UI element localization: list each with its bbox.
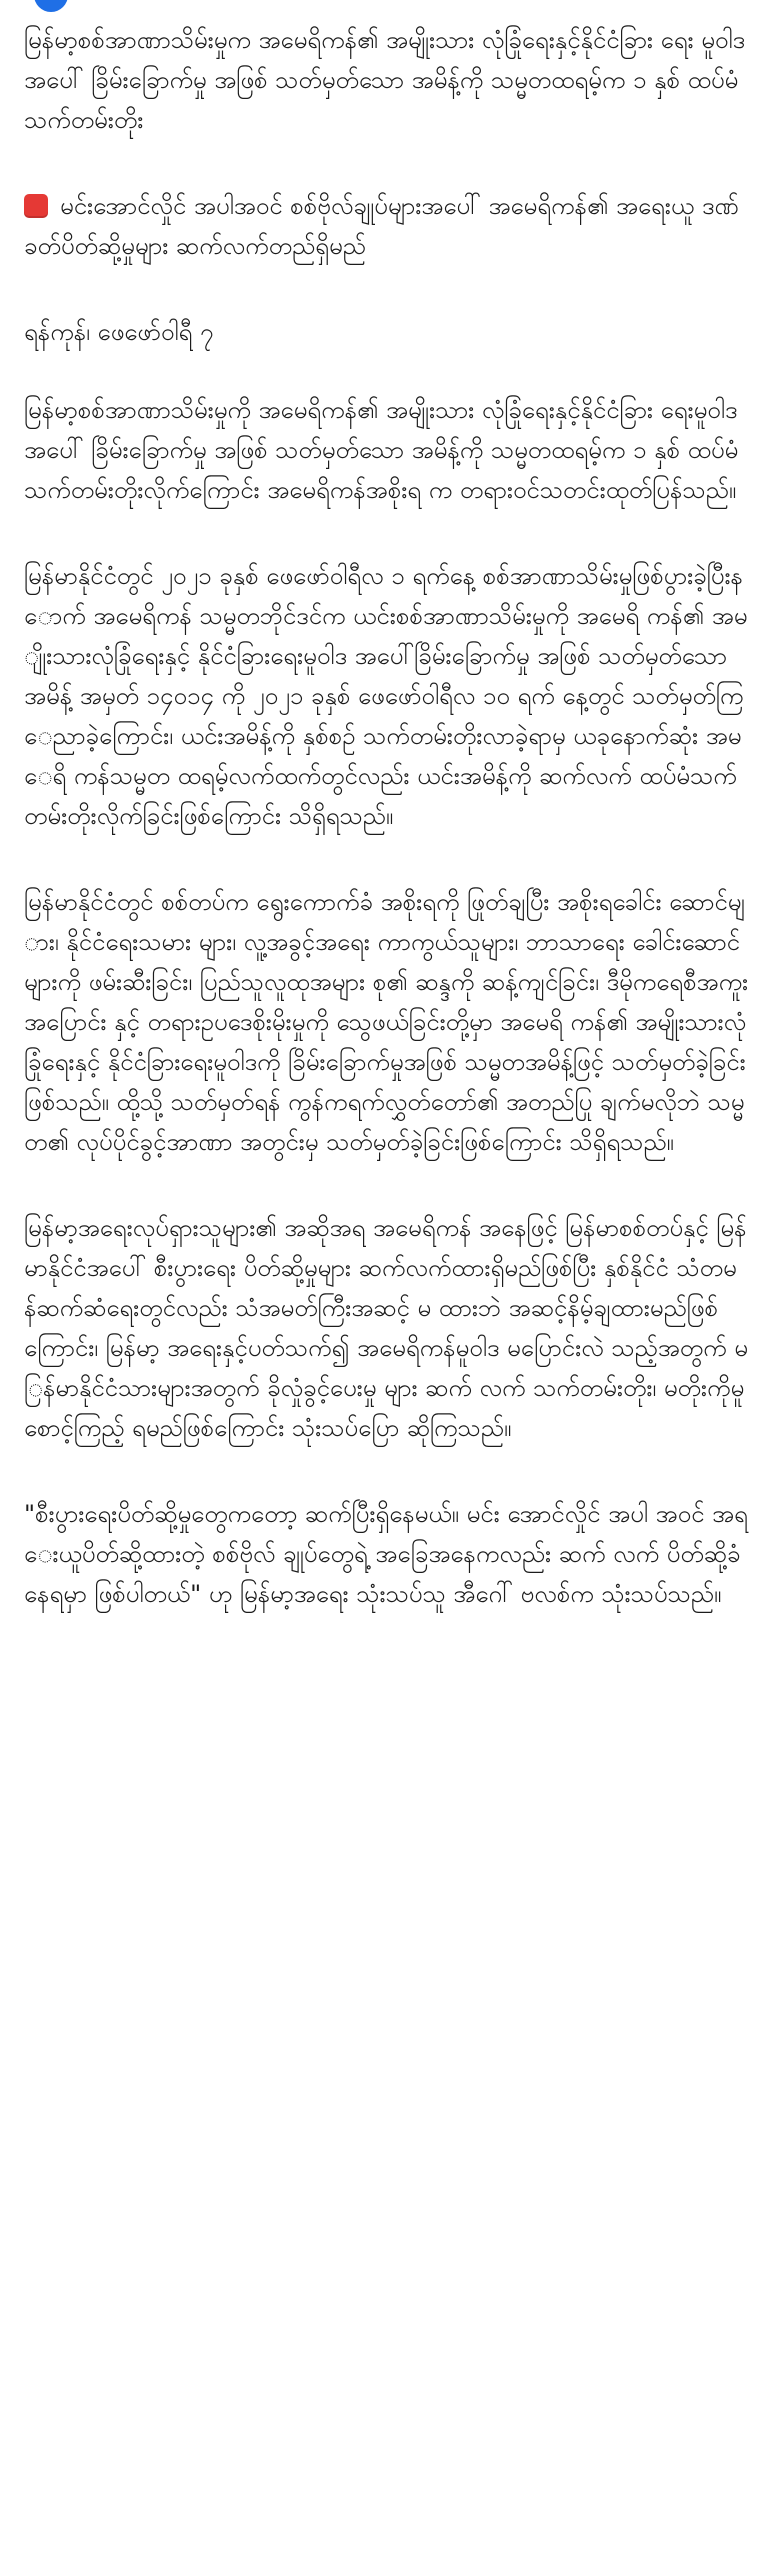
- post-paragraph: "စီးပွားရေးပိတ်ဆို့မှုတွေကတော့ ဆက်ပြီးရှိနေမယ်။ မင်း အောင်လှိုင် အပါ အဝင် အရေးယူပိတ်ဆို့ထားတဲ့ စစ်ဗိုလ် ချုပ်တွေရဲ့ အခြေအနေကလည်း ဆက် လက် ပိတ်ဆို့ခံ နေရမှာ ဖြစ်ပါတယ်" ဟု မြန်မာ့အရေး သုံးသပ်သူ အီဂေါ် ဗလစ်က သုံးသပ်သည်။: [24, 1500, 748, 1608]
- post-paragraph: မြန်မာနိုင်ငံတွင် ၂၀၂၁ ခုနှစ် ဖေဖော်ဝါရီလ ၁ ရက်နေ့ စစ်အာဏာသိမ်းမှုဖြစ်ပွားခဲ့ပြီးနောက် အမေရိကန် သမ္မတဘိုင်ဒင်က ယင်းစစ်အာဏာသိမ်းမှုကို အမေရိ ကန်၏ အမျိုးသားလုံခြုံရေးနှင့် နိုင်ငံခြားရေးမူဝါဒ အပေါ်ခြိမ်းခြောက်မှု အဖြစ် သတ်မှတ်သော အမိန့် အမှတ် ၁၄၀၁၄ ကို ၂၀၂၁ ခုနှစ် ဖေဖော်ဝါရီလ ၁၀ ရက် နေ့တွင် သတ်မှတ်ကြေညာခဲ့ကြောင်း၊ ယင်းအမိန့်ကို နှစ်စဉ် သက်တမ်းတိုးလာခဲ့ရာမှ ယခုနောက်ဆုံး အမေရိ ကန်သမ္မတ ထရမ့်လက်ထက်တွင်လည်း ယင်းအမိန့်ကို ဆက်လက် ထပ်မံသက်တမ်းတိုးလိုက်ခြင်းဖြစ်ကြောင်း သိရှိရသည်။: [24, 562, 748, 830]
- post-paragraph: မြန်မာနိုင်ငံတွင် စစ်တပ်က ရွေးကောက်ခံ အစိုးရကို ဖြုတ်ချပြီး အစိုးရခေါင်း ဆောင်များ၊ နိုင်ငံရေးသမား များ၊ လူ့အခွင့်အရေး ကာကွယ်သူများ၊ ဘာသာရေး ခေါင်းဆောင်များကို ဖမ်းဆီးခြင်း၊ ပြည်သူလူထုအများ စု၏ ဆန္ဒကို ဆန့်ကျင်ခြင်း၊ ဒီမိုကရေစီအကူးအပြောင်း နှင့် တရားဥပဒေစိုးမိုးမှုကို သွေဖယ်ခြင်းတို့မှာ အမေရိ ကန်၏ အမျိုးသားလုံခြုံရေးနှင့် နိုင်ငံခြားရေးမူဝါဒကို ခြိမ်းခြောက်မှုအဖြစ် သမ္မတအမိန့်ဖြင့် သတ်မှတ်ခဲ့ခြင်း ဖြစ်သည်။ ထို့သို့ သတ်မှတ်ရန် ကွန်ကရက်လွှတ်တော်၏ အတည်ပြု ချက်မလိုဘဲ သမ္မတ၏ လုပ်ပိုင်ခွင့်အာဏာ အတွင်းမှ သတ်မှတ်ခဲ့ခြင်းဖြစ်ကြောင်း သိရှိရသည်။: [24, 888, 749, 1156]
- post-headline-text: မင်းအောင်လှိုင် အပါအဝင် စစ်ဗိုလ်ချုပ်များအပေါ် အမေရိကန်၏ အရေးယူ ဒဏ်ခတ်ပိတ်ဆို့မှုများ ဆက်လက်တည်ရှိမည်: [24, 192, 739, 260]
- post-body: [24, 20, 749, 1660]
- avatar[interactable]: [34, 0, 68, 12]
- post-intro: မြန်မာ့စစ်အာဏာသိမ်းမှုက အမေရိကန်၏ အမျိုးသား လုံခြုံရေးနှင့်နိုင်ငံခြား ရေး မူဝါဒအပေါ် ခြိမ်းခြောက်မှု အဖြစ် သတ်မှတ်သော အမိန့်ကို သမ္မတထရမ့်က ၁ နှစ် ထပ်မံ သက်တမ်းတိုး: [24, 26, 746, 134]
- post-paragraph: မြန်မာ့အရေးလုပ်ရှားသူများ၏ အဆိုအရ အမေရိကန် အနေဖြင့် မြန်မာစစ်တပ်နှင့် မြန်မာနိုင်ငံအပေါ် စီးပွားရေး ပိတ်ဆို့မှုများ ဆက်လက်ထားရှိမည်ဖြစ်ပြီး နှစ်နိုင်ငံ သံတမန်ဆက်ဆံရေးတွင်လည်း သံအမတ်ကြီးအဆင့် မ ထားဘဲ အဆင့်နိမ့်ချထားမည်ဖြစ် ကြောင်း၊ မြန်မာ့ အရေးနှင့်ပတ်သက်၍ အမေရိကန်မူဝါဒ မပြောင်းလဲ သည့်အတွက် မြန်မာနိုင်ငံသားများအတွက် ခိုလှုံခွင့်ပေးမှု များ ဆက် လက် သက်တမ်းတိုး၊ မတိုးကိုမူ စောင့်ကြည့် ရမည်ဖြစ်ကြောင်း သုံးသပ်ပြော ဆိုကြသည်။: [24, 1214, 748, 1442]
- red-square-icon: [24, 194, 48, 218]
- post-paragraph: မြန်မာ့စစ်အာဏာသိမ်းမှုကို အမေရိကန်၏ အမျိုးသား လုံခြုံရေးနှင့်နိုင်ငံခြား ရေးမူဝါဒအပေါ် ခြိမ်းခြောက်မှု အဖြစ် သတ်မှတ်သော အမိန့်ကို သမ္မတထရမ့်က ၁ နှစ် ထပ်မံ သက်တမ်းတိုးလိုက်ကြောင်း အမေရိကန်အစိုးရ က တရားဝင်သတင်းထုတ်ပြန်သည်။: [24, 396, 739, 504]
- post-dateline: ရန်ကုန်၊ ဖေဖော်ဝါရီ ၇: [24, 318, 214, 346]
- post-headline: [24, 186, 749, 266]
